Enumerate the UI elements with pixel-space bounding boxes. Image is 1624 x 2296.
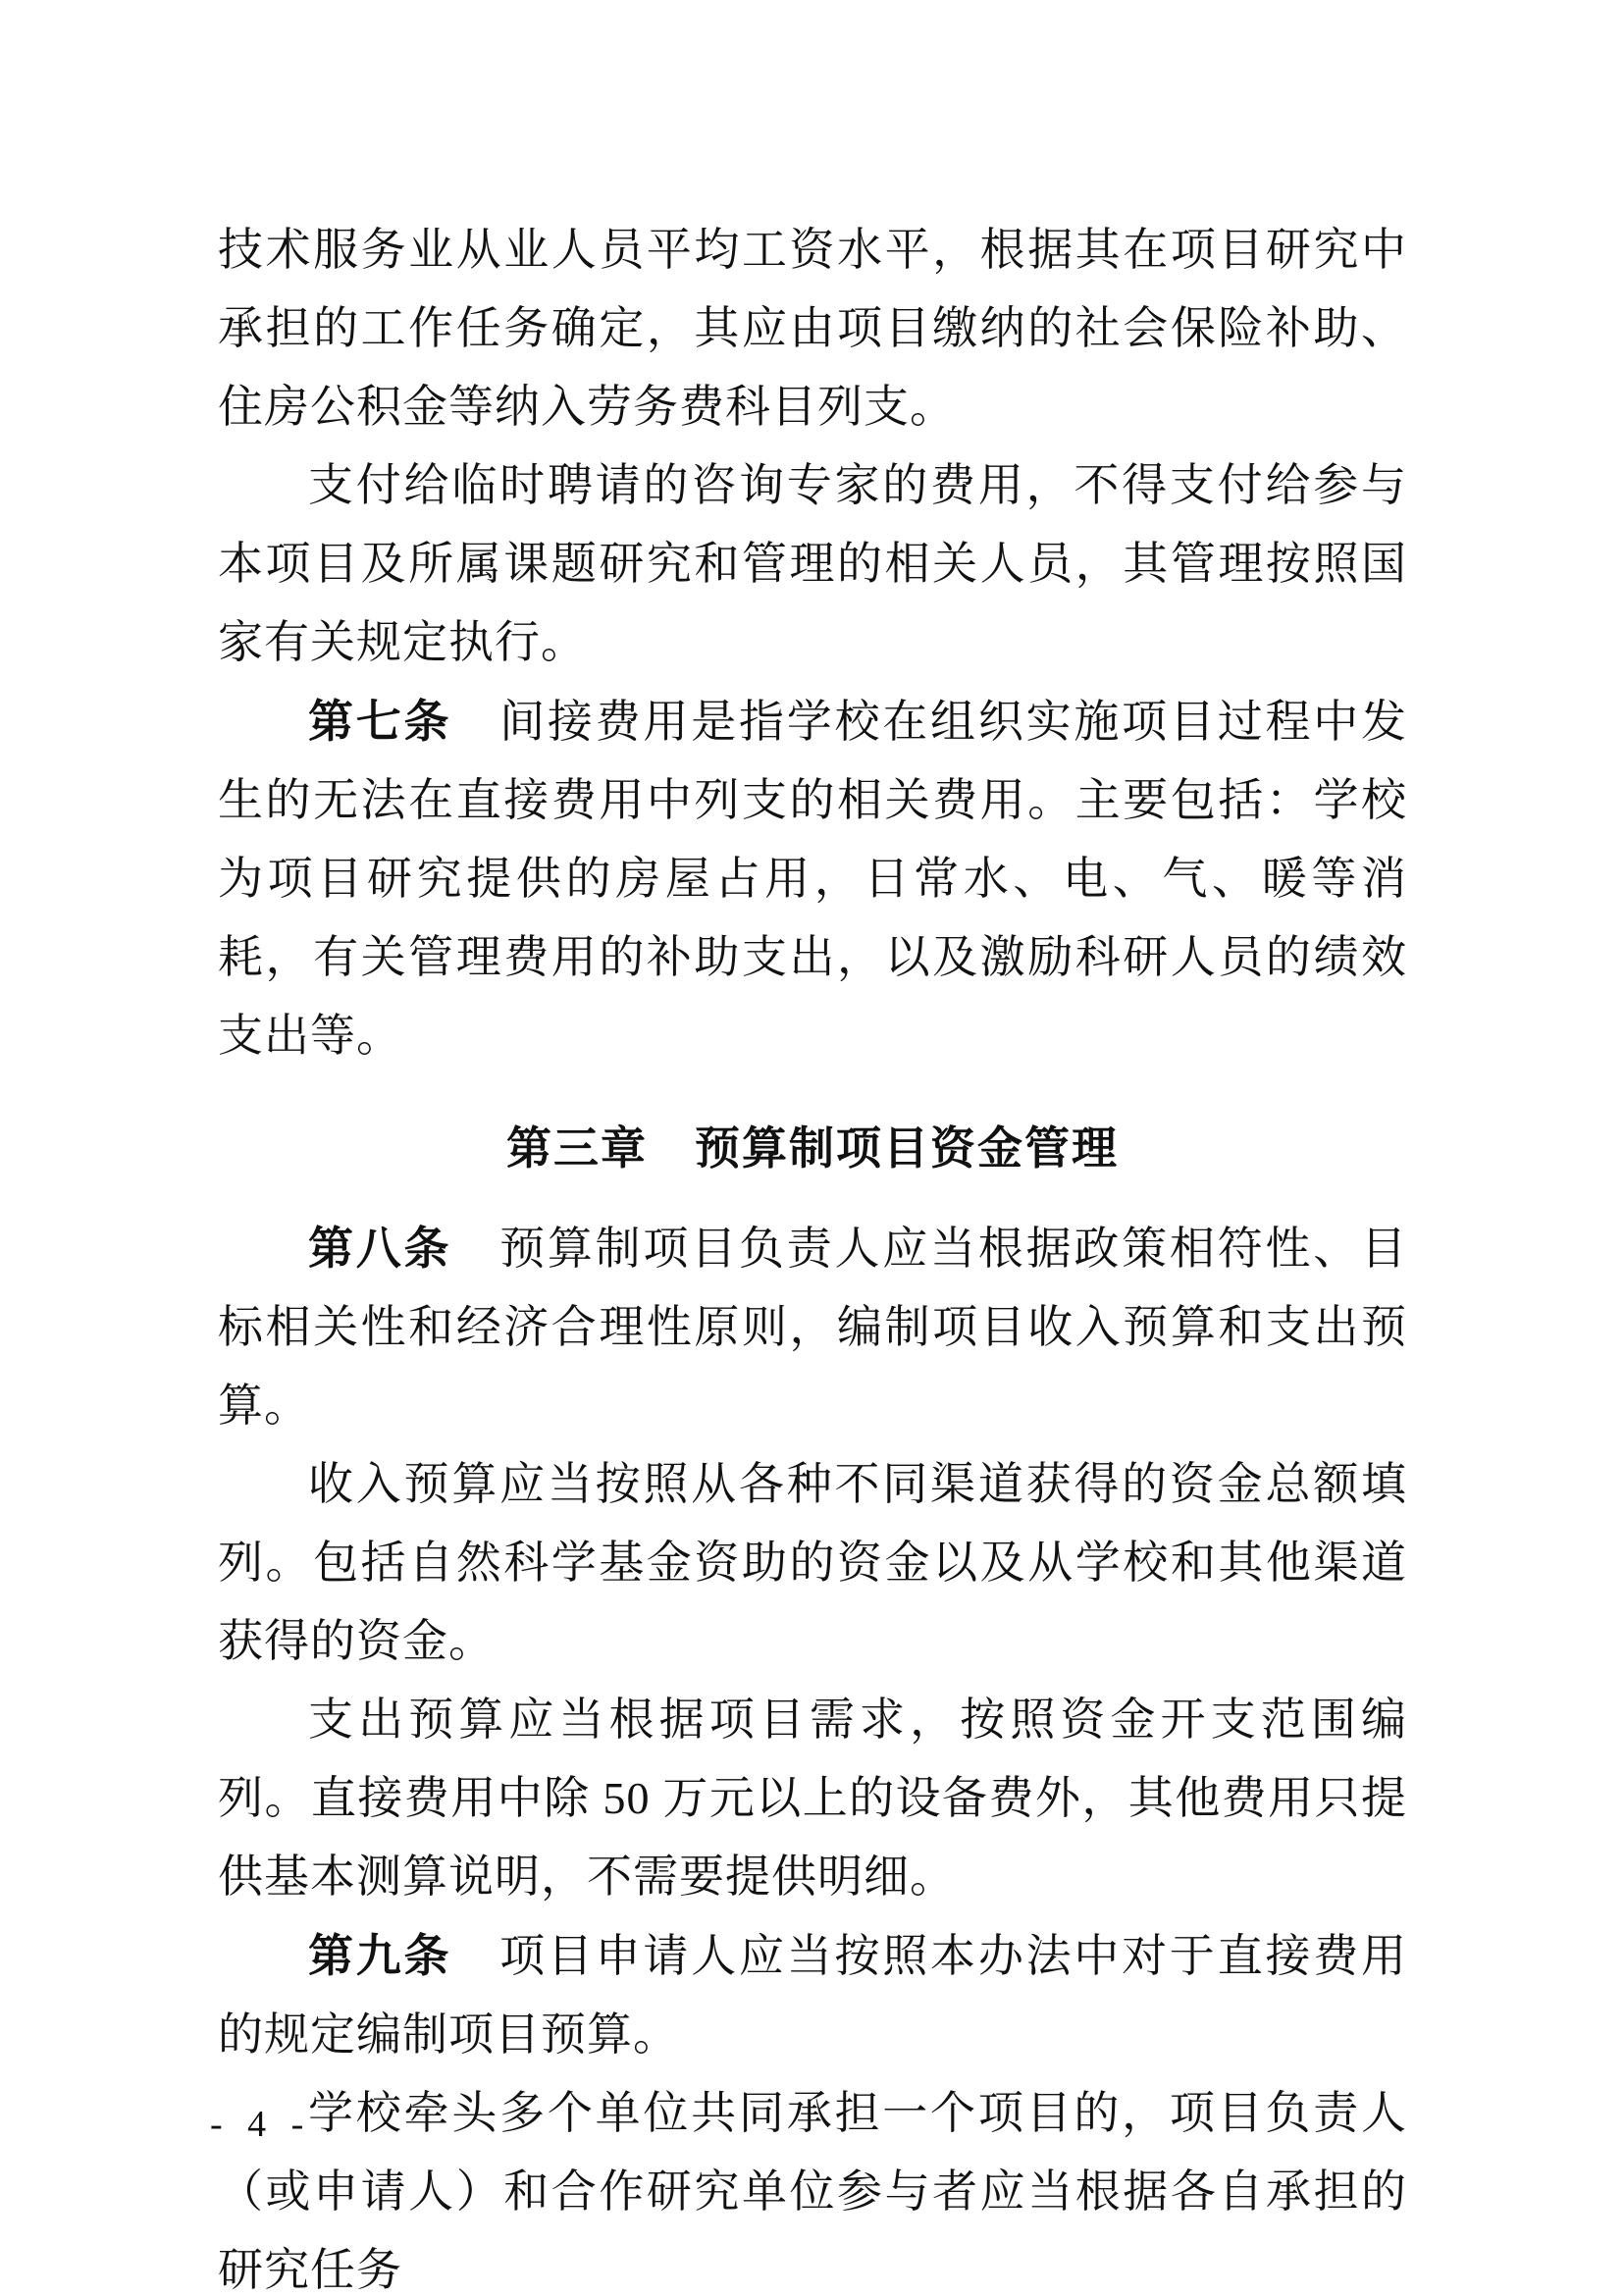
bold-term: 第三章 预算制项目资金管理 [506,1122,1119,1174]
bold-term: 第九条 [308,1930,452,1981]
paragraph [218,446,1407,682]
bold-term: 第七条 [308,696,452,747]
paragraph [218,211,1407,446]
text-run: 收入预算应当按照从各种不同渠道获得的资金总额填列。包括自然科学基金资助的资金以及从学校和其他渠道获得的资金。 [218,1459,1407,1666]
text-run: 学校牵头多个单位共同承担一个项目的，项目负责人（或申请人）和合作研究单位参与者应当根据各自承担的研究任务 [218,2088,1407,2295]
text-run: 支付给临时聘请的咨询专家的费用，不得支付给参与本项目及所属课题研究和管理的相关人员，其管理按照国家有关规定执行。 [218,460,1407,667]
text-run: 预算制项目负责人应当根据政策相符性、目标相关性和经济合理性原则，编制项目收入预算和支出预算。 [218,1224,1408,1431]
paragraph [218,2074,1407,2296]
text-run: 支出预算应当根据项目需求，按照资金开支范围编列。直接费用中除 50 万元以上的设备费外，其他费用只提供基本测算说明，不需要提供明细。 [218,1695,1407,1902]
paragraph [218,1916,1407,2074]
document-body [218,211,1407,2296]
paragraph [218,1445,1407,1681]
paragraph [218,1209,1407,1445]
paragraph [218,1681,1407,1916]
chapter-heading [218,1109,1407,1187]
text-run: 项目申请人应当按照本办法中对于直接费用的规定编制项目预算。 [218,1931,1408,2060]
bold-term: 第八条 [308,1223,452,1274]
page-number: - 4 - [210,2104,312,2145]
paragraph [218,682,1407,1075]
text-run: 技术服务业从业人员平均工资水平，根据其在项目研究中承担的工作任务确定，其应由项目缴纳的社会保险补助、住房公积金等纳入劳务费科目列支。 [218,225,1407,432]
text-run: 间接费用是指学校在组织实施项目过程中发生的无法在直接费用中列支的相关费用。主要包括：学校为项目研究提供的房屋占用，日常水、电、气、暖等消耗，有关管理费用的补助支出，以及激励科研人员的绩效支出等。 [218,697,1408,1061]
